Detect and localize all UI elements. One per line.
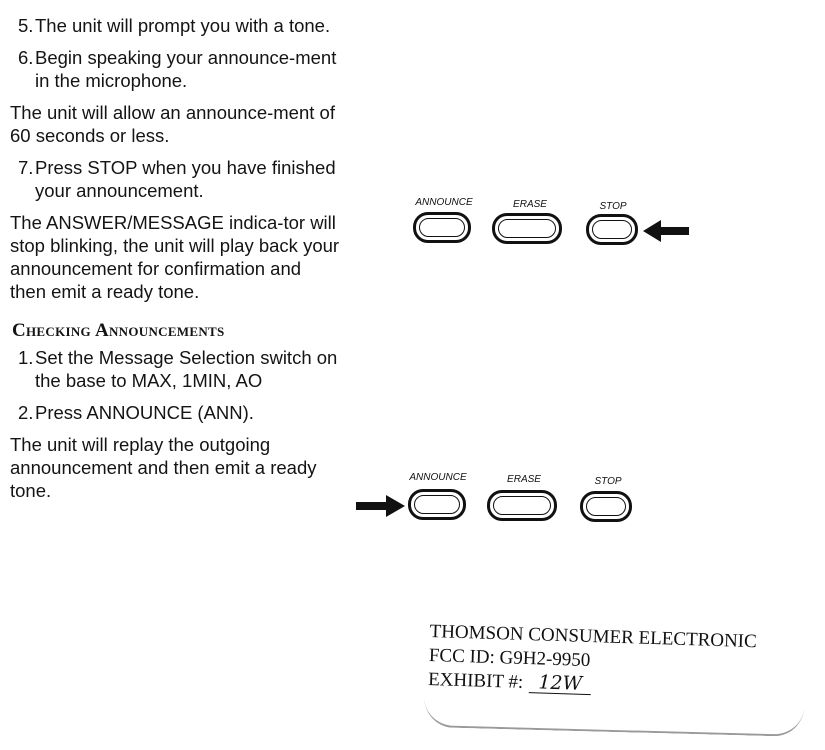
step-text: Press STOP when you have finished your announcement.	[35, 157, 336, 201]
note-indicator: The ANSWER/MESSAGE indica-tor will stop blinking, the unit will play back your announcement for confirmation and then emit a ready tone.	[10, 212, 340, 302]
fcc-id-line: FCC ID: G9H2-9950	[428, 644, 591, 672]
step-text: Begin speaking your announce-ment in the microphone.	[35, 47, 337, 91]
erase-label: ERASE	[507, 474, 541, 485]
stop-label: STOP	[599, 201, 627, 212]
step-5	[10, 14, 340, 37]
erase-label: ERASE	[513, 199, 547, 210]
stop-button[interactable]	[580, 491, 632, 522]
fcc-label	[428, 620, 810, 704]
erase-button[interactable]	[492, 213, 562, 244]
section-heading: Checking Announcements	[12, 320, 225, 341]
step-7	[10, 156, 340, 202]
note-replay: The unit will replay the outgoing announcement and then emit a ready tone.	[10, 434, 317, 501]
step-1	[10, 346, 340, 392]
step-number: 6.	[18, 47, 34, 68]
announce-label: ANNOUNCE	[409, 472, 467, 483]
note-announcement-length: The unit will allow an announce-ment of 60 seconds or less.	[10, 102, 335, 146]
announce-button[interactable]	[413, 212, 471, 243]
step-number: 2.	[18, 402, 34, 423]
erase-button[interactable]	[487, 490, 557, 521]
step-2	[10, 401, 340, 424]
announce-button[interactable]	[408, 489, 466, 520]
instructions-column	[10, 14, 340, 511]
arrow-left-icon	[643, 219, 691, 243]
announce-label: ANNOUNCE	[415, 197, 473, 208]
step-number: 1.	[18, 347, 34, 368]
exhibit-label: EXHIBIT #:	[427, 668, 524, 693]
step-6	[10, 46, 340, 92]
manufacturer-line: THOMSON CONSUMER ELECTRONIC	[429, 620, 758, 653]
exhibit-number: 12W	[529, 672, 592, 695]
arrow-right-icon	[356, 494, 406, 518]
step-text: The unit will prompt you with a tone.	[35, 15, 331, 36]
step-number: 5.	[18, 15, 34, 36]
stop-label: STOP	[594, 476, 622, 487]
stop-button[interactable]	[586, 214, 638, 245]
step-number: 7.	[18, 157, 34, 178]
step-text: Set the Message Selection switch on the base to MAX, 1MIN, AO	[35, 347, 338, 391]
step-text: Press ANNOUNCE (ANN).	[35, 402, 254, 423]
